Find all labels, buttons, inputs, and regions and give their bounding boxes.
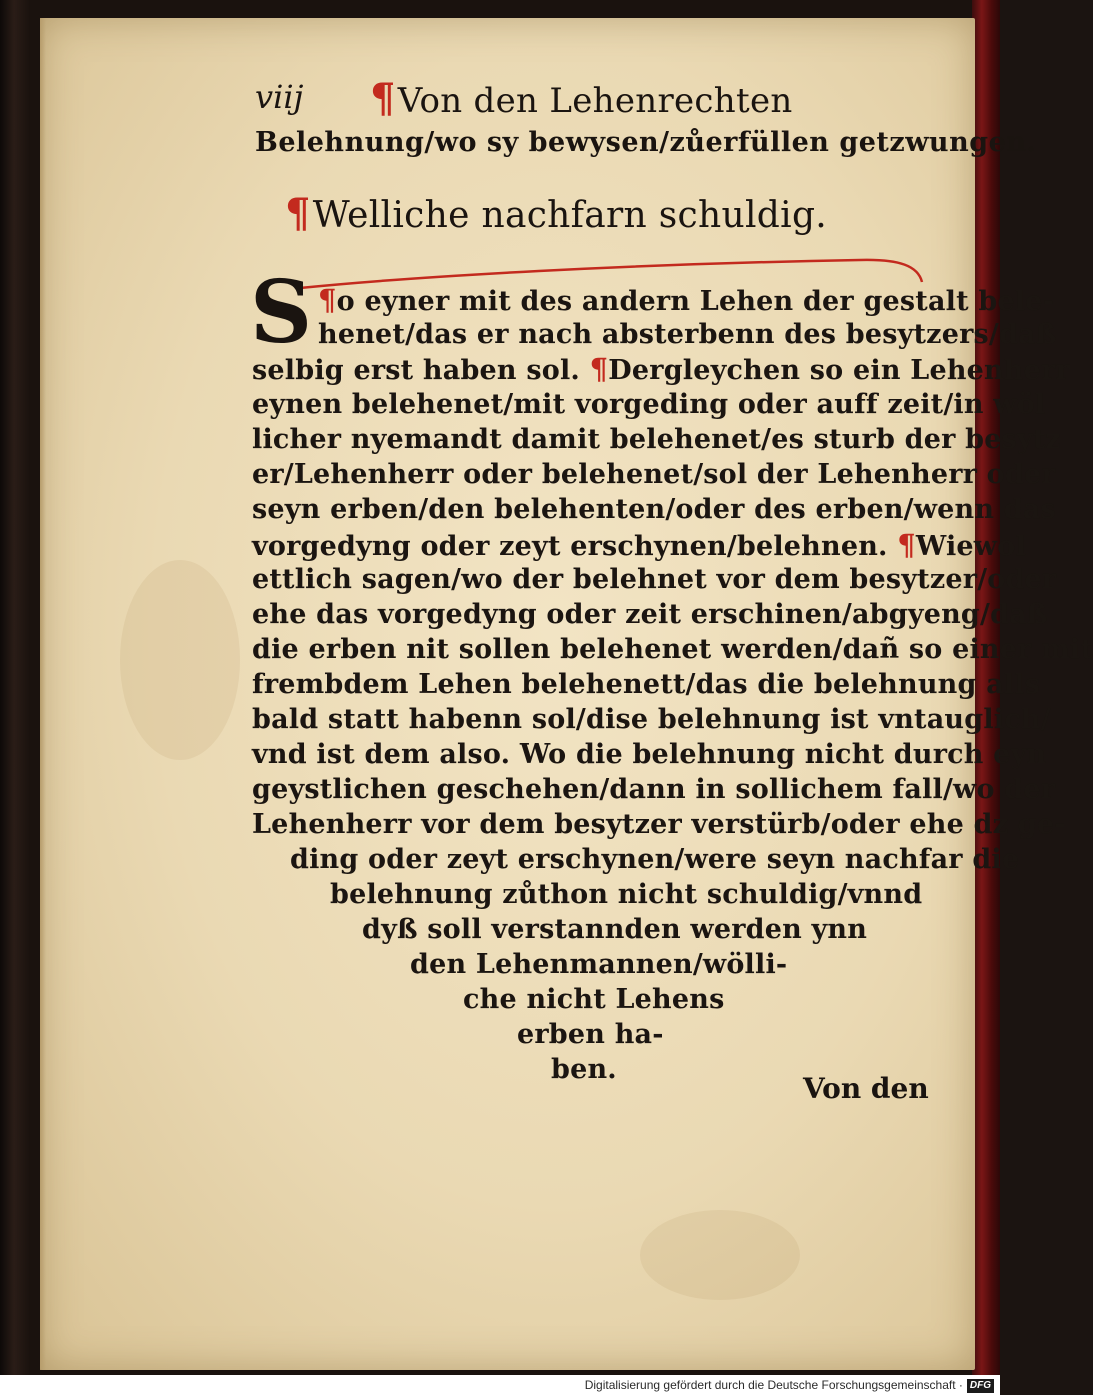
rubric-paragraph-mark: ¶ <box>370 75 396 122</box>
text-line: dyß soll verstannden werden ynn <box>362 914 868 945</box>
text-line: den Lehenmannen/wölli- <box>410 949 788 980</box>
heading-text-1: Von den Lehenrechten <box>397 81 793 121</box>
text-line-content: selbig erst haben sol. <box>252 355 581 386</box>
heading-line-1 <box>370 75 793 122</box>
text-line: er/Lehenherr oder belehenet/sol der Lehenherr oder <box>252 459 1056 490</box>
rubric-paragraph-mark: ¶ <box>589 352 609 386</box>
section-title-text: Welliche nachfarn schuldig. <box>312 195 828 236</box>
text-line: ben. <box>551 1054 617 1085</box>
text-line: eynen belehenet/mit vorgeding oder auff zeit/in wöl <box>252 389 1046 420</box>
text-line-content: vorgedyng oder zeyt erschynen/belehnen. <box>252 531 888 562</box>
text-line: seyn erben/den belehenten/oder des erben/wenn das <box>252 494 1056 525</box>
heading-line-2: Belehnung/wo sy bewysen/zůerfüllen getzwungen. <box>255 127 1037 158</box>
footer-credit: Digitalisierung gefördert durch die Deutsche Forschungsgemeinschaft · <box>584 1378 963 1392</box>
text-line: frembdem Lehen belehenett/das die belehnung alls <box>252 669 1041 700</box>
text-line-content: o eyner mit des andern Lehen der gestalt bele- <box>336 286 1055 317</box>
text-line: bald statt habenn sol/dise belehnung ist vntauglich/ <box>252 704 1051 735</box>
text-line <box>252 528 1026 564</box>
text-line-content: Wiewol <box>915 531 1026 562</box>
text-line: erben ha- <box>517 1019 664 1050</box>
section-title <box>285 190 827 237</box>
dfg-logo: DFG <box>967 1379 994 1393</box>
digitization-footer <box>0 1375 1000 1395</box>
rubric-paragraph-mark: ¶ <box>285 190 311 237</box>
text-line: ding oder zeyt erschynen/were seyn nachfar die <box>290 844 1020 875</box>
text-line: ettlich sagen/wo der belehnet vor dem besytzer/oder <box>252 564 1057 595</box>
text-line <box>318 283 1054 319</box>
text-line: henet/das er nach absterbenn des besytzers/daß <box>318 319 1057 350</box>
text-line <box>252 352 1070 388</box>
text-line: die erben nit sollen belehenet werden/dañ so einer mit <box>252 634 1093 665</box>
rubric-paragraph-mark: ¶ <box>318 283 337 317</box>
paper-stain <box>640 1210 800 1300</box>
text-line: Lehenherr vor dem besytzer verstürb/oder ehe dz ge- <box>252 809 1066 840</box>
text-line: vnd ist dem also. Wo die belehnung nicht durch eyn <box>252 739 1047 770</box>
text-line: belehnung zůthon nicht schuldig/vnnd <box>330 879 923 910</box>
catchword: Von den <box>803 1072 929 1105</box>
text-line: ehe das vorgedyng oder zeit erschinen/abgyeng/daß <box>252 599 1048 630</box>
decorated-initial: S <box>250 262 313 363</box>
text-line: che nicht Lehens <box>463 984 725 1015</box>
text-line: licher nyemandt damit belehenet/es sturb der besytz <box>252 424 1062 455</box>
folio-number: viij <box>255 78 304 116</box>
text-line: geystlichen geschehen/dann in sollichem fall/wo der <box>252 774 1056 805</box>
rubric-paragraph-mark: ¶ <box>897 528 916 562</box>
paper-stain <box>120 560 240 760</box>
page-gutter-shadow <box>40 18 46 1370</box>
text-line-content: Dergleychen so ein Lehenherr <box>608 355 1070 386</box>
